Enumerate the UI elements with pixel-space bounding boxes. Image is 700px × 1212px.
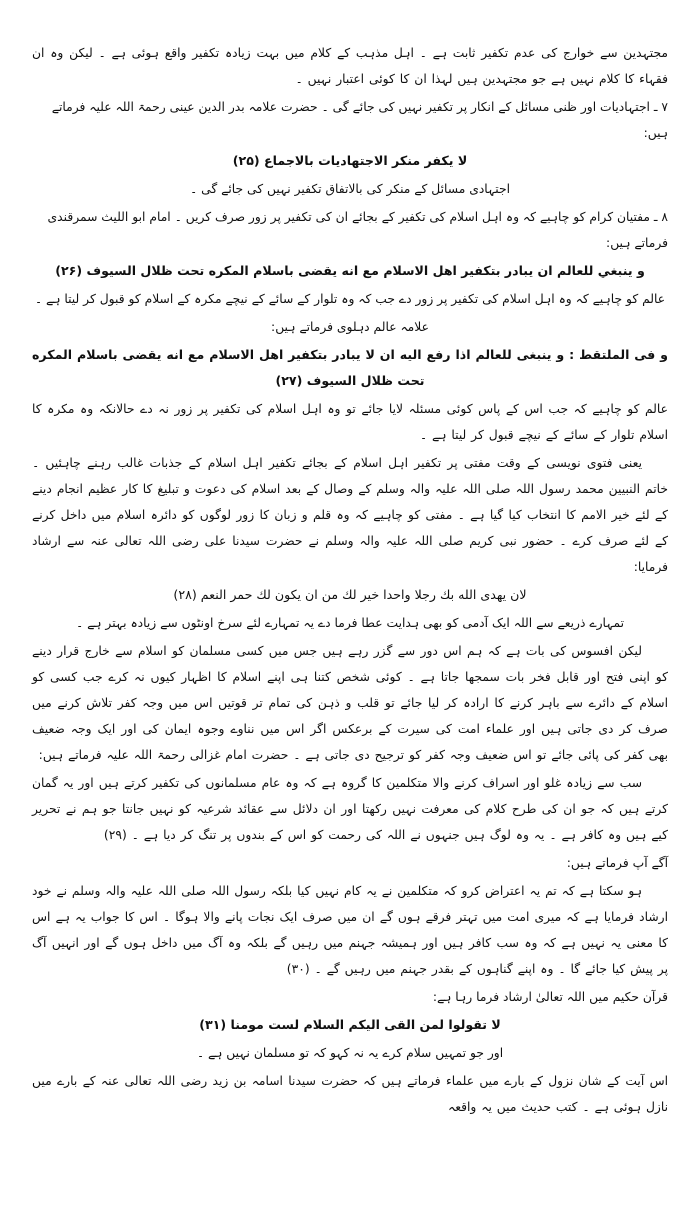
paragraph-block: یعنی فتوی نویسی کے وقت مفتی پر تکفیر اہل اسلام کے بجائے تکفیر اہل اسلام کے جذبات غالب رہنے چاہئیں ۔ خاتم النبیین محمد رسول اللہ صلی اللہ علیہ والہ وسلم کے وصال کے بعد اسلام کی دعوت و تبلیغ کا کار عظیم انجام دینے کے لئے خیر الامم کا انتخاب کیا گیا ہے ۔ مفتی کو چاہیے کہ وہ قلم و زبان کا زور لوگوں کو دائرہ اسلام میں داخل کرنے کے لئے صرف کرے ۔ حضور نبی کریم صلی اللہ علیہ والہ وسلم نے حضرت سیدنا علی رضی اللہ تعالی عنہ سے ارشاد فرمایا:	[32, 456, 668, 574]
arabic-quote-28: لان يهدى الله بك رجلا واحدا خير لك من ان يكون لك حمر النعم (۲۸)	[173, 587, 527, 602]
document-body	[32, 40, 668, 1212]
translation-28: تمہارے ذریعے سے اللہ ایک آدمی کو بھی ہدایت عطا فرما دے یہ تمہارے لئے سرخ اونٹوں سے زیادہ بہتر ہے ۔	[75, 616, 625, 630]
list-item-7: ۷ ـ اجتہادیات اور ظنی مسائل کے انکار پر تکفیر نہیں کی جائے گی ۔ حضرت علامہ بدر الدین عینی رحمۃ اللہ علیہ فرماتے ہیں:	[51, 100, 668, 140]
quran-verse-31: لا تقولوا لمن القى اليكم السلام لست مومنا (۳۱)	[199, 1017, 501, 1032]
paragraph-block: اس آیت کے شان نزول کے بارے میں علماء فرماتے ہیں کہ حضرت سیدنا اسامہ بن زید رضی اللہ تعالی عنہ کے بارے میں نازل ہوئی ہے ۔ کتب حدیث میں یہ واقعہ	[32, 1074, 668, 1114]
list-item-8: ۸ ـ مفتیان کرام کو چاہیے کہ وہ اہل اسلام کی تکفیر کے بجائے ان کی تکفیر پر زور صرف کریں ۔ امام ابو اللیث سمرقندی فرماتے ہیں:	[47, 210, 668, 250]
arabic-quote-27: و فى الملتقط : و ينبغى للعالم اذا رفع اليه ان لا يبادر بتكفير اهل الاسلام مع انه يقضى باسلام المكره تحت ظلال السيوف (۲۷)	[32, 347, 668, 388]
translation-27: عالم کو چاہیے کہ جب اس کے پاس کوئی مسئلہ لایا جائے تو وہ اہل اسلام کی تکفیر پر زور نہ دے حالانکہ وہ مکرہ کا اسلام تلوار کے سائے کے نیچے قبول کر لیتا ہے ۔	[32, 402, 668, 442]
page-bottom-margin	[32, 1122, 668, 1212]
quote-ghazali-continued: ہو سکتا ہے کہ تم یہ اعتراض کرو کہ متکلمین نے یہ کام نہیں کیا بلکہ رسول اللہ صلی اللہ علیہ والہ وسلم نے خود ارشاد فرمایا ہے کہ میری امت میں تہتر فرقے ہوں گے ان میں صرف ایک نجات پانے والا ہوگا ۔ اس کا جواب یہ ہے اس کا معنی یہ نہیں ہے کہ وہ سب کافر ہیں اور ہمیشہ جہنم میں رہیں گے بلکہ وہ آگ میں داخل ہوں گے اور انہیں آگ پر پیش کیا جائے گا ۔ وہ اپنے گناہوں کے بقدر جہنم میں رہیں گے ۔ (۳۰)	[32, 884, 668, 976]
attribution-continued: آگے آپ فرماتے ہیں:	[566, 856, 668, 870]
arabic-quote-26: و ينبغي للعالم ان يبادر بتكفير اهل الاسلام مع انه يقضى باسلام المكره تحت ظلال السيوف (۲۶)	[55, 263, 645, 278]
translation-26: عالم کو چاہیے کہ وہ اہل اسلام کی تکفیر پر زور دے جب کہ وہ تلوار کے سائے کے نیچے مکرہ کے اسلام کو قبول کر لیتا ہے ۔	[34, 292, 666, 306]
paragraph-block: مجتہدین سے خوارج کی عدم تکفیر ثابت ہے ۔ اہل مذہب کے کلام میں بہت زیادہ تکفیر واقع ہوئی ہے ۔ لیکن وہ ان فقہاء کا کلام نہیں ہے جو مجتہدین ہیں لہذا ان کا کوئی اعتبار نہیں ۔	[32, 46, 668, 86]
quote-ghazali: سب سے زیادہ غلو اور اسراف کرنے والا متکلمین کا گروہ ہے کہ وہ عام مسلمانوں کی تکفیر کرتے ہیں اور یہ گمان کرتے ہیں کہ جو ان کی طرح کلام کی معرفت نہیں رکھتا اور ان دلائل سے عقائد شرعیہ کو نہیں جانتا جو ہم نے تحریر کیے ہیں وہ کافر ہے ۔ یہ وہ لوگ ہیں جنہوں نے اللہ کی رحمت کو اس کے بندوں پر تنگ کر دیا ہے ۔ (۲۹)	[32, 776, 668, 842]
attribution-dehlvi: علامہ عالم دہلوی فرماتے ہیں:	[271, 320, 429, 334]
paragraph-block: لیکن افسوس کی بات ہے کہ ہم اس دور سے گزر رہے ہیں جس میں کسی مسلمان کو اسلام سے خارج قرار دینے کو اپنی فتح اور قابل فخر بات سمجھا جاتا ہے ۔ کوئی شخص کتنا ہی اپنے اسلام کا اظہار کیوں نہ کرے جب کسی کو اسلام کے دائرے سے باہر کرنے کا ارادہ کر لیا جائے تو قلب و ذہن کی تمام تر قوتیں اس میں وجہ کفر تلاش کرنے میں صرف کر دی جاتی ہیں اور علماء امت کی سیرت کے برعکس اگر اس میں نناوے وجوہ ایمان کی اور ایک وجہ ضعیف بھی کفر کی پائی جائے تو اس ضعیف وجہ کفر کو ترجیح دی جاتی ہے ۔ حضرت امام غزالی رحمۃ اللہ علیہ فرماتے ہیں:	[32, 644, 668, 762]
translation-25: اجتہادی مسائل کے منکر کی بالاتفاق تکفیر نہیں کی جائے گی ۔	[190, 182, 510, 196]
translation-31: اور جو تمہیں سلام کرے یہ نہ کہو کہ تو مسلمان نہیں ہے ۔	[196, 1046, 504, 1060]
attribution-quran: قرآن حکیم میں اللہ تعالیٰ ارشاد فرما رہا ہے:	[432, 990, 668, 1004]
arabic-quote-25: لا يكفر منكر الاجتهاديات بالاجماع (۲۵)	[232, 153, 468, 168]
